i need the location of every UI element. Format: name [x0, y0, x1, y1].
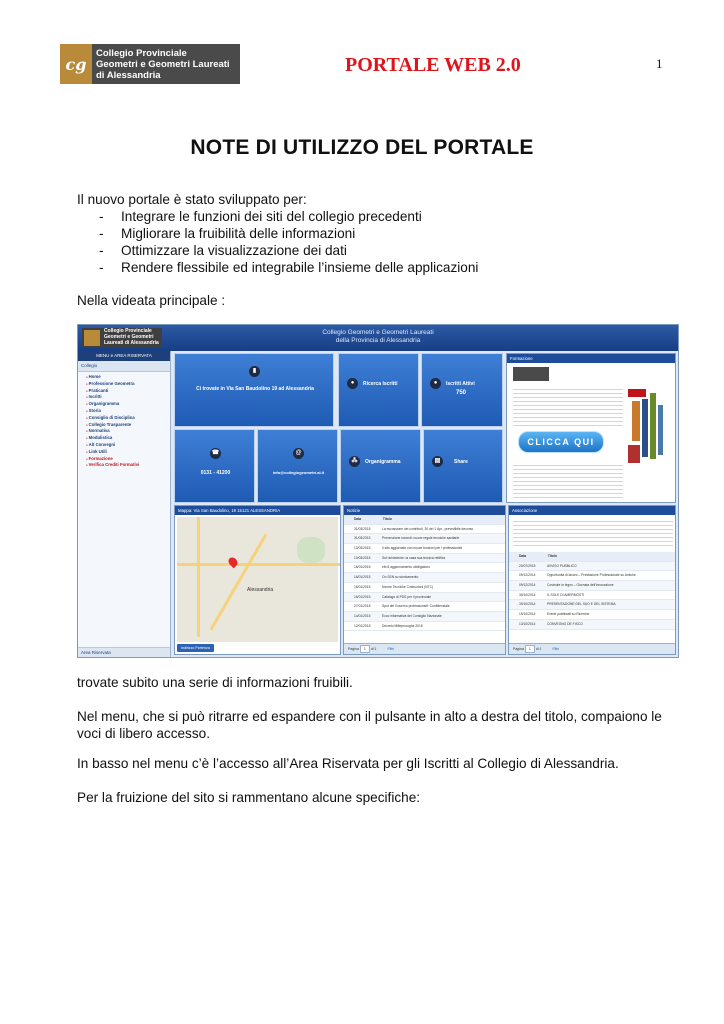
- menu-item-home[interactable]: ● Home: [78, 374, 170, 381]
- pager-of: di 1: [370, 647, 377, 651]
- wordcloud-image: [626, 383, 676, 471]
- row-date: 16/01/2015: [354, 594, 371, 599]
- row-title: Prevenzione incendi: nuove regole tecniche sanitarie: [382, 536, 460, 541]
- row-title: Opportunità di lavoro – Prestazione Professionale su Antiche: [547, 573, 636, 578]
- paragraph-specifiche: Per la fruizione del sito si rammentano alcune specifiche:: [77, 790, 421, 805]
- table-row[interactable]: [344, 563, 505, 573]
- menu-list: [78, 372, 170, 469]
- formazione-header: Formazione: [507, 354, 675, 363]
- col-titolo: Titolo: [547, 554, 557, 558]
- table-row[interactable]: [344, 573, 505, 583]
- table-row[interactable]: [509, 581, 676, 591]
- row-date: 30/10/2014: [519, 592, 536, 597]
- tile-count[interactable]: [421, 353, 503, 427]
- row-title: La riscossione dei contributi, 30 del 1 Apr., prevedibile decorso: [382, 526, 474, 531]
- pager-label: Pagina: [513, 647, 524, 651]
- tile-address-text: Ci trovate in Via San Baudolino 19 ad Alessandria: [196, 386, 314, 392]
- row-date: 15/10/2014: [519, 612, 536, 617]
- row-date: 13/10/2014: [519, 621, 536, 626]
- pager-page-input[interactable]: 1: [360, 645, 370, 653]
- associazione-panel: [508, 505, 676, 655]
- table-row[interactable]: [344, 544, 505, 554]
- tile-search-text: Ricerca Iscritti: [363, 381, 398, 387]
- header-title: PORTALE WEB 2.0: [345, 54, 521, 76]
- page-number: 1: [656, 56, 663, 71]
- clicca-qui-button[interactable]: CLICCA QUI: [518, 431, 604, 453]
- row-date: 16/01/2015: [354, 565, 371, 570]
- share-icon: ▤: [432, 456, 443, 467]
- document-title: NOTE DI UTILIZZO DEL PORTALE: [190, 136, 534, 159]
- formazione-text-block: [513, 462, 623, 498]
- row-date: 16/01/2015: [354, 584, 371, 589]
- collegio-logo: [60, 44, 240, 84]
- logo-mark: cg: [60, 44, 92, 84]
- tile-phone-text: 0131 - 41200: [200, 470, 231, 476]
- tile-organigram-text: Organigramma: [365, 459, 401, 465]
- table-row[interactable]: [344, 525, 505, 535]
- associazione-columns: [509, 552, 676, 562]
- row-date: 13/03/2015: [354, 546, 371, 551]
- row-title: AVVISO PUBBLICO: [547, 563, 577, 568]
- users-icon: ●: [347, 378, 358, 389]
- row-title: Catalogo di PDS per il provinciale: [382, 594, 432, 599]
- portal-title-line-2: della Provincia di Alessandria: [335, 337, 421, 344]
- associazione-pager: [509, 643, 675, 654]
- map-panel: [174, 505, 341, 655]
- table-row[interactable]: [509, 562, 676, 572]
- table-row[interactable]: [509, 610, 676, 620]
- tile-phone[interactable]: [174, 429, 255, 503]
- formazione-text-block: [513, 386, 623, 426]
- menu-header[interactable]: MENU e AREA RISERVATA: [78, 351, 170, 361]
- portal-sidebar: [78, 351, 171, 657]
- feature-list: [77, 208, 697, 276]
- row-title: Sul richiedente: la casa sua tecnica rettifica: [382, 555, 446, 560]
- row-date: 27/01/2015: [354, 604, 371, 609]
- row-title: IL SOLE DI AMERMOSTI: [547, 592, 585, 597]
- tile-email[interactable]: [257, 429, 338, 503]
- notizie-header: Notizie: [344, 506, 505, 515]
- col-titolo: Titolo: [382, 517, 392, 521]
- menu-item[interactable]: ● Iscritti: [78, 394, 170, 401]
- logo-text: [92, 48, 230, 81]
- tile-share-text: Share: [454, 459, 468, 465]
- menu-item[interactable]: ● Link Utili: [78, 449, 170, 456]
- row-date: 09/12/2014: [519, 583, 536, 588]
- tile-count-value: 750: [456, 390, 467, 396]
- map-park: [297, 537, 325, 563]
- col-data: Data: [519, 554, 527, 558]
- menu-item[interactable]: ● Praticanti: [78, 388, 170, 395]
- map-city-label: Alessandria: [247, 587, 274, 593]
- table-row[interactable]: [344, 602, 505, 612]
- map-road: [210, 534, 268, 631]
- tile-count-label: Iscritti Attivi: [446, 381, 475, 387]
- map-view[interactable]: [177, 517, 338, 642]
- notizie-columns: [344, 515, 505, 525]
- row-date: 10/03/2015: [354, 555, 371, 560]
- row-title: Decreto Milleproroghe 2015: [382, 623, 423, 628]
- table-row[interactable]: [344, 554, 505, 564]
- user-icon: ●: [430, 378, 441, 389]
- menu-item[interactable]: ● Storia: [78, 408, 170, 415]
- row-title: CONVEGNO DE FISCO: [547, 621, 583, 626]
- menu-item[interactable]: ● Collegio Trasparente: [78, 422, 170, 429]
- tile-address[interactable]: [174, 353, 334, 427]
- logo-line-1: Collegio Provinciale: [96, 47, 187, 59]
- table-row[interactable]: [509, 600, 676, 610]
- filter-button[interactable]: Filtri: [387, 647, 395, 651]
- notizie-pager: [344, 643, 505, 654]
- row-title: Spot del Governo professionisti: Confidenziale: [382, 604, 450, 609]
- row-date: 12/01/2015: [354, 623, 371, 628]
- list-item: - Ottimizzare la visualizzazione dei dati: [77, 242, 697, 259]
- table-row[interactable]: [509, 591, 676, 601]
- portal-screenshot: [77, 324, 679, 658]
- menu-section[interactable]: Collegio: [78, 361, 170, 372]
- menu-item[interactable]: ● Modulistica: [78, 435, 170, 442]
- row-title: Costruire in legno – Giornata dell’innovazione: [547, 583, 614, 588]
- row-date: 31/03/2015: [354, 526, 371, 531]
- row-date: 16/01/2015: [354, 575, 371, 580]
- row-title: PRESENTAZIONE DEL SUO E DEL SISTEMA: [547, 602, 616, 607]
- menu-item[interactable]: ● Organigramma: [78, 401, 170, 408]
- table-row[interactable]: [509, 571, 676, 581]
- tile-email-text: info@collegiogeometri.al.it: [272, 470, 325, 475]
- associazione-banner: [513, 518, 673, 548]
- table-row[interactable]: [344, 534, 505, 544]
- list-item: - Migliorare la fruibilità delle informazioni: [77, 225, 697, 242]
- organigram-icon: ⁂: [349, 456, 360, 467]
- pager-label: Pagina: [348, 647, 359, 651]
- document-icon: ▮: [249, 366, 260, 377]
- portal-logo: Collegio Provinciale Geometri e Geometri Laureati di Alessandria: [82, 328, 162, 348]
- notizie-rows: [344, 525, 505, 632]
- pager-page-input[interactable]: 1: [525, 645, 535, 653]
- row-date: 14/01/2015: [354, 613, 371, 618]
- list-item: - Rendere flessibile ed integrabile l’insieme delle applicazioni: [77, 259, 697, 276]
- paragraph-area-riservata: In basso nel menu c’è l’accesso all’Area Riservata per gli Iscritti al Collegio di Alessandria.: [77, 756, 619, 771]
- table-row[interactable]: [344, 593, 505, 603]
- paragraph-menu: Nel menu, che si può ritrarre ed espandere con il pulsante in alto a destra del titolo, compaiono le voci di libero accesso.: [77, 709, 662, 741]
- videata-label: Nella videata principale :: [77, 293, 226, 308]
- row-title: Norme Tecniche Costruzioni (NTC): [382, 584, 434, 589]
- map-header: Mappa: Via San Baudolino, 19 15121 ALESSANDRIA: [175, 506, 340, 515]
- tile-organigram[interactable]: [340, 429, 421, 503]
- map-pin-icon: [227, 556, 240, 569]
- intro-text: Il nuovo portale è stato sviluppato per:: [77, 192, 307, 207]
- row-title: elb 8 aggiornamento obbligatorio: [382, 565, 431, 570]
- tile-search[interactable]: [338, 353, 419, 427]
- table-row[interactable]: [344, 583, 505, 593]
- portal-header: [78, 325, 678, 351]
- logo-line-3: di Alessandria: [96, 69, 161, 81]
- area-riservata-link[interactable]: Area Riservata: [78, 647, 170, 657]
- table-row[interactable]: [344, 612, 505, 622]
- row-title: Oo SSN su storicamento: [382, 575, 419, 580]
- map-road: [177, 563, 340, 566]
- notizie-panel: [343, 505, 506, 655]
- row-date: 30/10/2014: [519, 602, 536, 607]
- formazione-logo: [513, 367, 549, 381]
- menu-item[interactable]: ● Consiglio di Disciplina: [78, 415, 170, 422]
- table-row[interactable]: [509, 620, 676, 630]
- row-title: Eventi pubblicati su Ricerche: [547, 612, 590, 617]
- phone-icon: ☎: [210, 448, 221, 459]
- list-item: - Integrare le funzioni dei siti del collegio precedenti: [77, 208, 697, 225]
- menu-item-formazione[interactable]: ● Formazione: [78, 456, 170, 463]
- map-road: [197, 517, 200, 637]
- menu-item[interactable]: ● Normativa: [78, 428, 170, 435]
- menu-item[interactable]: ● Alt Convegni: [78, 442, 170, 449]
- filter-button[interactable]: Filtri: [552, 647, 560, 651]
- pager-of: di 1: [535, 647, 542, 651]
- row-title: Il sito aggiornato con nuove funzioni per i professionisti: [382, 546, 463, 551]
- associazione-header: Associazione: [509, 506, 675, 515]
- associazione-table: [509, 552, 676, 630]
- portal-title: [308, 329, 448, 345]
- table-row[interactable]: [344, 622, 505, 632]
- logo-line-2: Geometri e Geometri Laureati: [96, 58, 230, 70]
- menu-item[interactable]: ● Professione Geometra: [78, 381, 170, 388]
- row-date: 31/03/2015: [354, 536, 371, 541]
- row-title: Ecco informativa del Consiglio Nazionale: [382, 613, 442, 618]
- row-date: 20/07/2015: [519, 563, 536, 568]
- tile-share[interactable]: [423, 429, 503, 503]
- row-date: 09/12/2014: [519, 573, 536, 578]
- col-data: Data: [354, 517, 362, 521]
- indirizzo-partenza-button[interactable]: Indirizzo Partenza: [177, 644, 214, 652]
- portal-title-line-1: Collegio Geometri e Geometri Laureati: [322, 329, 434, 336]
- email-icon: @: [293, 448, 304, 459]
- paragraph-info: trovate subito una serie di informazioni fruibili.: [77, 675, 353, 690]
- menu-item-crediti[interactable]: ● Verifica Crediti Formativi: [78, 462, 170, 469]
